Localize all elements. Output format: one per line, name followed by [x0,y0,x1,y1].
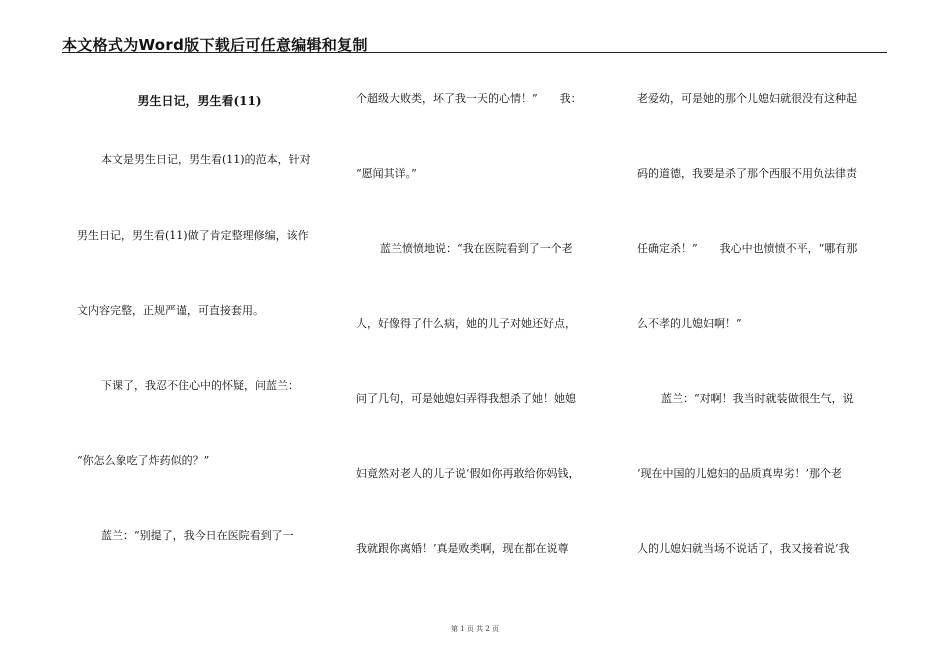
text-line: 蓝兰愤愤地说：“我在医院看到了一个老 [380,242,573,255]
text-line: 人，好像得了什么病，她的儿子对她还好点， [356,317,576,330]
text-line: 码的道德，我要是杀了那个西服不用负法律责 [637,167,857,180]
text-line: 人的儿媳妇就当场不说话了，我又接着说‘我 [637,542,850,555]
text-line: “愿闻其详。” [356,167,417,180]
text-line: 男生日记，男生看(11)做了肯定整理修编，该作 [77,229,309,242]
text-line: 个超级大败类，坏了我一天的心情！” 我： [356,92,582,105]
text-line: 本文是男生日记，男生看(11)的范本，针对 [101,153,311,166]
text-line: ‘现在中国的儿媳妇的品质真卑劣！’那个老 [637,467,842,480]
text-line: 下课了，我忍不住心中的怀疑，问蓝兰： [101,379,299,392]
text-line: 么不孝的儿媳妇啊！” [637,317,742,330]
page-number-footer: 第 1 页 共 2 页 [450,625,500,633]
document-header-title: 本文格式为Word版下载后可任意编辑和复制 [62,36,368,54]
text-line: “你怎么象吃了炸药似的？” [77,454,210,467]
header-divider [62,52,887,53]
document-title: 男生日记，男生看(11) [137,94,262,108]
text-line: 任确定杀！” 我心中也愤愤不平，“哪有那 [637,242,858,255]
text-line: 蓝兰：“别提了，我今日在医院看到了一 [101,529,294,542]
text-line: 老爱幼，可是她的那个儿媳妇就很没有这种起 [637,92,857,105]
text-line: 妇竟然对老人的儿子说‘假如你再敢给你妈钱， [356,467,580,480]
text-line: 我就跟你离婚！’真是败类啊，现在都在说尊 [356,542,569,555]
text-line: 蓝兰：“对啊！我当时就装做很生气，说 [661,392,854,405]
text-line: 问了几句，可是她媳妇弄得我想杀了她！她媳 [356,392,576,405]
text-line: 文内容完整，正规严谨，可直接套用。 [77,304,264,317]
